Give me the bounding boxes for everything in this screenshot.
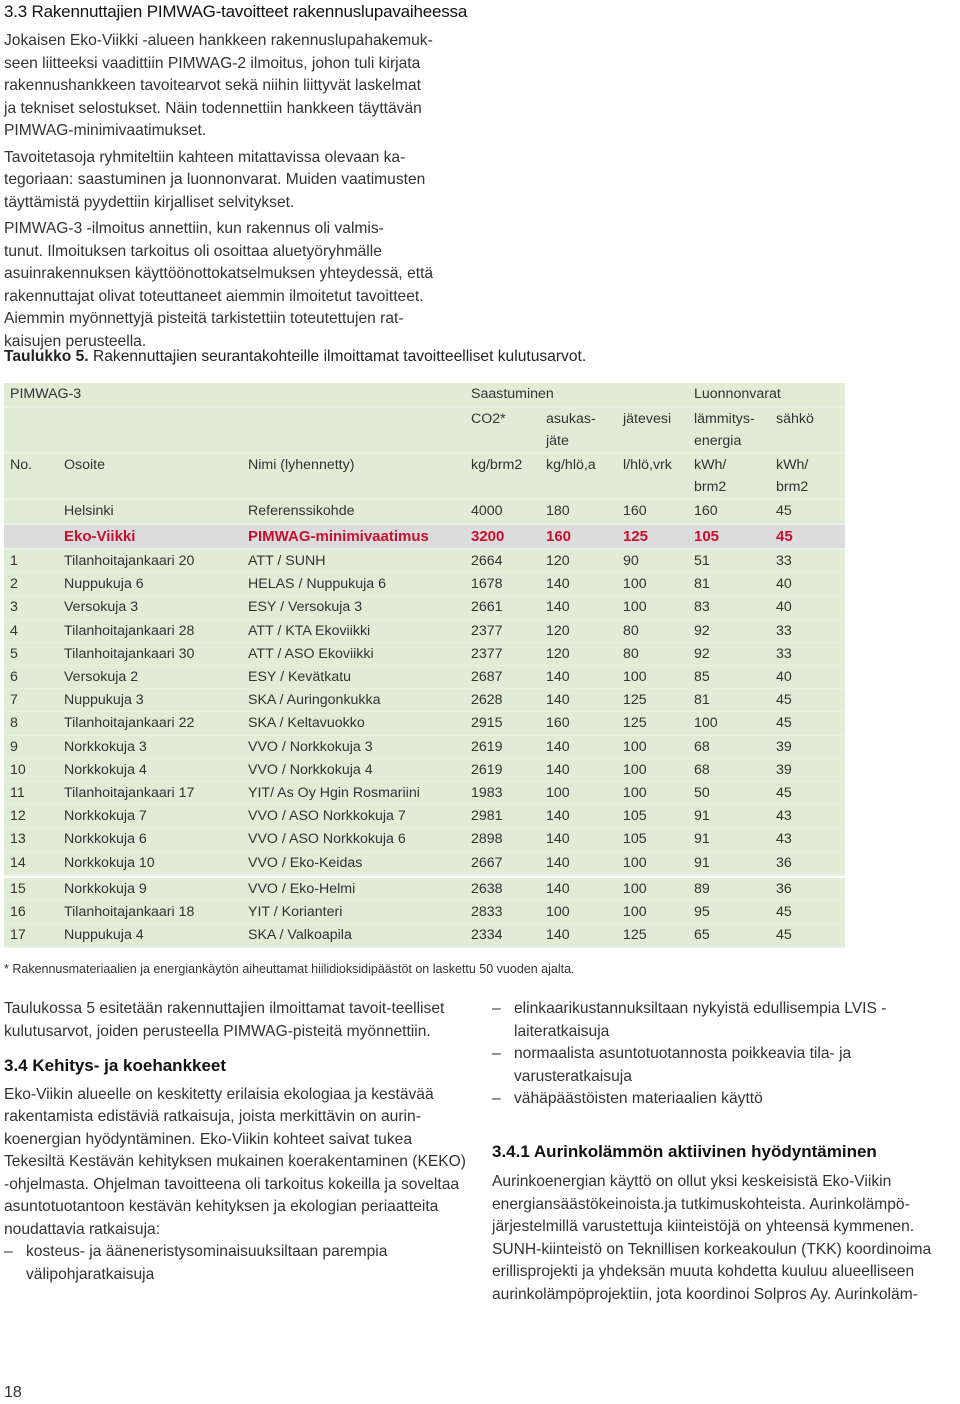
row-co2: 2661 [471,599,503,616]
intro-line: tunut. Ilmoituksen tarkoitus oli osoittaa aluetyöryhmälle [4,242,382,260]
row-sahko: 40 [776,669,792,685]
row-sahko: 43 [776,808,792,825]
dash-bullet: – [4,1243,13,1260]
intro-line: PIMWAG-3 -ilmoitus annettiin, kun rakennus oli valmis- [4,220,384,237]
row-co2: 2664 [471,553,503,569]
row-name: VVO / ASO Norkkokuja 7 [248,808,406,825]
row-co2: 1678 [471,576,503,593]
row-vesi: 100 [623,576,647,593]
row-sahko: 45 [776,904,792,920]
row-no: 15 [10,880,26,897]
row-vesi: 100 [623,785,647,801]
row-co2: 2667 [471,854,503,871]
ref-sahko: 45 [776,503,792,519]
intro-line: PIMWAG-minimivaatimukset. [4,122,207,139]
header-nimi: Nimi (lyhennetty) [248,457,355,473]
minimum-row [4,525,845,548]
min-lammitys: 105 [694,528,720,545]
row-name: ATT / ASO Ekoviikki [248,645,374,662]
table-row [4,805,845,827]
ref-lammitys: 160 [694,503,718,519]
row-name: VVO / Norkkokuja 3 [248,738,373,755]
header-unit-lammitys-2: brm2 [694,479,727,495]
row-address: Tilanhoitajankaari 28 [64,622,195,639]
row-vesi: 90 [623,553,639,569]
row-name: SKA / Valkoapila [248,927,352,944]
dash-bullet: – [492,1045,501,1062]
header-group-saastuminen: Saastuminen [471,386,554,402]
row-name: SKA / Keltavuokko [248,715,365,732]
row-lammitys: 100 [694,715,718,732]
row-name: YIT / Korianteri [248,904,343,920]
header-unit-sahko-2: brm2 [776,479,809,495]
row-sahko: 45 [776,785,792,801]
intro-paragraph [4,30,472,353]
row-co2: 2915 [471,715,503,732]
dash-bullet: – [492,1000,501,1017]
row-co2: 2833 [471,904,503,920]
dash-bullet: – [492,1090,501,1107]
header-no: No. [10,457,33,473]
row-address: Norkkokuja 7 [64,808,147,825]
row-sahko: 33 [776,553,792,569]
header-unit-vesi: l/hlö,vrk [623,457,672,473]
row-address: Tilanhoitajankaari 22 [64,715,195,732]
row-lammitys: 83 [694,599,710,616]
min-jate: 160 [546,528,572,545]
row-sahko: 40 [776,576,792,593]
intro-line: ja tekniset selostukset. Näin todennettiin hankkeen täyttävän [4,99,422,117]
row-vesi: 100 [623,599,647,616]
row-address: Versokuja 2 [64,669,139,685]
table-row [4,901,845,923]
intro-line: rakennushankkeen tavoitearvot sekä niihin liittyvät laskelmat [4,77,421,94]
row-sahko: 45 [776,715,792,732]
row-name: HELAS / Nuppukuja 6 [248,576,387,593]
row-no: 10 [10,761,26,778]
row-address: Norkkokuja 4 [64,761,147,778]
row-co2: 2687 [471,669,503,685]
row-lammitys: 68 [694,738,710,755]
table-caption [4,348,586,366]
ref-name: Referenssikohde [248,503,355,519]
row-vesi: 100 [623,904,647,920]
table-row [4,689,845,711]
row-lammitys: 91 [694,808,710,825]
row-no: 8 [10,715,18,732]
intro-line: seen liitteeksi vaadittiin PIMWAG-2 ilmoitus, johon tuli kirjata [4,54,421,72]
row-no: 5 [10,645,18,662]
row-sahko: 39 [776,738,792,755]
table-summary-paragraph: Taulukossa 5 esitetään rakennuttajien ilmoittamat tavoit-teelliset kulutusarvot, joiden perusteella PIMWAG-pisteitä myönnettiin. [4,1000,445,1040]
row-vesi: 125 [623,927,647,944]
row-jate: 140 [546,599,570,616]
table-row [4,643,845,665]
min-place: Eko-Viikki [64,528,136,545]
table-row [4,620,845,642]
row-vesi: 125 [623,692,647,709]
row-co2: 2377 [471,622,503,639]
section-heading-3-4: 3.4 Kehitys- ja koehankkeet [4,1056,227,1075]
row-name: VVO / Eko-Keidas [248,854,363,871]
table-row [4,924,845,946]
eko-viikki-paragraph: Eko-Viikin alueelle on keskitetty erilaisia ekologiaa ja kestävää rakentamista edistäviä ratkaisuja, joista merkittävin on aurin-koenergian hyödyntäminen. Eko-Viikin kohteet saivat tukea Tekesiltä Kestävän kehityksen mukainen koerakentaminen (KEKO) -ohjelmasta. Ohjelman tavoitteena oli tarkoitus kokeilla ja soveltaa asuntotuotantoon kestävän kehityksen ja ekologian periaatteita noudattavia ratkaisuja: [4,1085,466,1238]
row-vesi: 105 [623,831,647,848]
row-co2: 2898 [471,831,503,848]
row-co2: 2981 [471,808,503,825]
row-no: 11 [10,785,25,801]
row-address: Tilanhoitajankaari 30 [64,645,195,662]
row-address: Tilanhoitajankaari 20 [64,553,195,569]
row-address: Norkkokuja 3 [64,738,147,755]
row-lammitys: 92 [694,645,710,662]
row-lammitys: 85 [694,669,710,685]
table-row [4,666,845,688]
row-address: Nuppukuja 4 [64,927,144,944]
row-no: 12 [10,808,26,825]
table-row [4,596,845,618]
row-address: Versokuja 3 [64,599,139,616]
row-name: VVO / Norkkokuja 4 [248,761,373,778]
table-row [4,573,845,595]
table-row [4,828,845,850]
row-jate: 140 [546,761,570,778]
row-sahko: 33 [776,622,792,639]
row-co2: 2334 [471,927,503,944]
row-vesi: 80 [623,645,639,662]
row-jate: 120 [546,622,570,639]
row-co2: 2638 [471,880,503,897]
section-title: 3.3 Rakennuttajien PIMWAG-tavoitteet rakennuslupavaiheessa [4,2,468,21]
row-jate: 140 [546,692,570,709]
row-sahko: 45 [776,692,792,709]
header-sahko: sähkö [776,411,814,427]
row-jate: 100 [546,785,570,801]
section-heading-3-4-1: 3.4.1 Aurinkolämmön aktiivinen hyödyntäminen [492,1141,877,1161]
intro-line: kaisujen perusteella. [4,332,147,350]
left-column [4,998,472,1286]
header-asukasjate-2: jäte [546,433,569,449]
min-vesi: 125 [623,528,649,545]
table-caption-label: Taulukko 5. [4,348,89,365]
min-sahko: 45 [776,528,793,545]
row-no: 3 [10,599,18,616]
row-name: SKA / Auringonkukka [248,692,381,709]
table-header-units [4,454,845,498]
table-row [4,736,845,758]
row-sahko: 40 [776,599,792,616]
intro-line: Aiemmin myönnettyjä pisteitä tarkistettiin toteutettujen rat- [4,310,404,327]
row-name: ESY / Versokuja 3 [248,599,363,616]
row-jate: 160 [546,715,570,732]
table-header-groups [4,383,845,406]
table-header-columns [4,408,845,452]
row-jate: 140 [546,808,570,825]
row-lammitys: 91 [694,831,710,848]
header-unit-jate: kg/hlö,a [546,457,596,473]
row-jate: 100 [546,904,570,920]
row-co2: 2619 [471,738,503,755]
row-vesi: 100 [623,738,647,755]
row-jate: 120 [546,553,570,569]
row-sahko: 36 [776,854,792,871]
list-item-text: vähäpäästöisten materiaalien käyttö [514,1090,763,1107]
row-name: ESY / Kevätkatu [248,669,352,685]
row-jate: 140 [546,669,570,685]
list-item [492,998,958,1043]
row-jate: 140 [546,738,570,755]
min-co2: 3200 [471,528,505,545]
list-item-text: normaalista asuntotuotannosta poikkeavia tila- ja varusteratkaisuja [514,1045,852,1085]
row-address: Nuppukuja 3 [64,692,144,709]
intro-line: asuinrakennuksen käyttöönottokatselmuksen yhteydessä, että [4,265,434,282]
row-sahko: 39 [776,761,792,778]
row-sahko: 33 [776,645,792,662]
row-co2: 2628 [471,692,503,709]
ref-vesi: 160 [623,503,647,519]
row-name: ATT / KTA Ekoviikki [248,622,371,639]
row-no: 9 [10,738,18,755]
row-no: 4 [10,622,18,639]
row-jate: 140 [546,576,570,593]
row-lammitys: 95 [694,904,710,920]
row-no: 6 [10,669,18,685]
list-item-text: kosteus- ja ääneneristysominaisuuksiltaan parempia välipohjaratkaisuja [26,1243,388,1283]
row-address: Norkkokuja 10 [64,854,155,871]
header-osoite: Osoite [64,457,106,473]
header-asukasjate-1: asukas- [546,411,596,427]
list-item [4,1241,472,1286]
row-lammitys: 91 [694,854,710,871]
intro-line: Jokaisen Eko-Viikki -alueen hankkeen rakennuslupahakemuk- [4,32,433,49]
row-lammitys: 51 [694,553,710,569]
row-jate: 140 [546,854,570,871]
row-co2: 1983 [471,785,503,801]
intro-line: tegoriaan: saastuminen ja luonnonvarat. Muiden vaatimusten [4,171,426,188]
row-vesi: 100 [623,880,647,897]
row-lammitys: 68 [694,761,710,778]
ref-place: Helsinki [64,503,114,519]
table-row [4,550,845,572]
intro-line: rakennuttajat olivat toteuttaneet aiemmin ilmoitetut tavoitteet. [4,287,424,305]
row-lammitys: 92 [694,622,710,639]
row-sahko: 45 [776,927,792,944]
row-name: VVO / Eko-Helmi [248,880,356,897]
row-no: 7 [10,692,18,709]
list-item [492,1043,958,1088]
row-address: Tilanhoitajankaari 17 [64,785,195,801]
row-vesi: 100 [623,854,647,871]
row-lammitys: 81 [694,576,710,593]
header-unit-sahko-1: kWh/ [776,457,809,473]
row-no: 16 [10,904,26,920]
row-no: 13 [10,831,26,848]
row-address: Norkkokuja 6 [64,831,147,848]
row-vesi: 100 [623,669,647,685]
row-sahko: 43 [776,831,792,848]
reference-row [4,500,845,523]
row-vesi: 125 [623,715,647,732]
header-unit-lammitys-1: kWh/ [694,457,727,473]
intro-line: Tavoitetasoja ryhmiteltiin kahteen mitattavissa olevaan ka- [4,148,406,166]
right-column [492,998,958,1306]
row-lammitys: 50 [694,785,710,801]
list-item-text: elinkaarikustannuksiltaan nykyistä edullisempia LVIS -laiteratkaisuja [514,1000,887,1040]
ref-co2: 4000 [471,503,503,519]
intro-line: täyttämistä pyydettiin kirjalliset selvitykset. [4,193,295,211]
table-row [4,782,845,804]
table-row [4,712,845,734]
table-row [4,759,845,781]
page-number: 18 [4,1384,22,1401]
row-no: 2 [10,576,18,593]
row-jate: 140 [546,927,570,944]
row-lammitys: 89 [694,880,710,897]
list-item [492,1088,958,1111]
min-name: PIMWAG-minimivaatimus [248,528,429,545]
row-co2: 2377 [471,645,503,662]
row-name: VVO / ASO Norkkokuja 6 [248,831,406,848]
header-lammitys-1: lämmitys- [694,411,755,427]
row-name: YIT/ As Oy Hgin Rosmariini [248,785,420,801]
row-address: Norkkokuja 9 [64,880,147,897]
row-name: ATT / SUNH [248,553,326,569]
row-no: 17 [10,927,26,944]
row-vesi: 100 [623,761,647,778]
table-footnote: * Rakennusmateriaalien ja energiankäytön aiheuttamat hiilidioksidipäästöt on laskettu 50 vuoden ajalta. [4,962,575,976]
aurinko-paragraph: Aurinkoenergian käyttö on ollut yksi keskeisistä Eko-Viikin energiansäästökeinoista.ja tutkimuskohteista. Aurinkolämpö-järjestelmillä varustettuja kiinteistöjä on yhteensä kymmenen. SUNH-kiinteistö on Teknillisen korkeakoulun (TKK) koordinoima erillisprojekti ja yhdeksän muuta kohdetta kuuluu alueelliseen aurinkolämpöprojektiin, jota koordinoi Solpros Ay. Aurinkoläm- [492,1173,932,1303]
row-address: Nuppukuja 6 [64,576,144,593]
row-lammitys: 65 [694,927,710,944]
row-jate: 140 [546,880,570,897]
header-unit-co2: kg/brm2 [471,457,523,473]
row-no: 1 [10,553,18,569]
ref-jate: 180 [546,503,570,519]
table-row [4,878,845,900]
header-lammitys-2: energia [694,433,742,449]
row-jate: 140 [546,831,570,848]
row-sahko: 36 [776,880,792,897]
row-lammitys: 81 [694,692,710,709]
row-address: Tilanhoitajankaari 18 [64,904,195,920]
row-jate: 120 [546,645,570,662]
row-co2: 2619 [471,761,503,778]
header-pimwag: PIMWAG-3 [10,386,82,402]
row-no: 14 [10,854,26,871]
header-group-luonnonvarat: Luonnonvarat [694,386,781,402]
header-jatevesi: jätevesi [623,411,672,427]
table-row [4,852,845,874]
table-caption-text: Rakennuttajien seurantakohteille ilmoittamat tavoitteelliset kulutusarvot. [88,348,587,365]
row-vesi: 105 [623,808,647,825]
header-co2: CO2* [471,411,506,427]
row-vesi: 80 [623,622,639,639]
